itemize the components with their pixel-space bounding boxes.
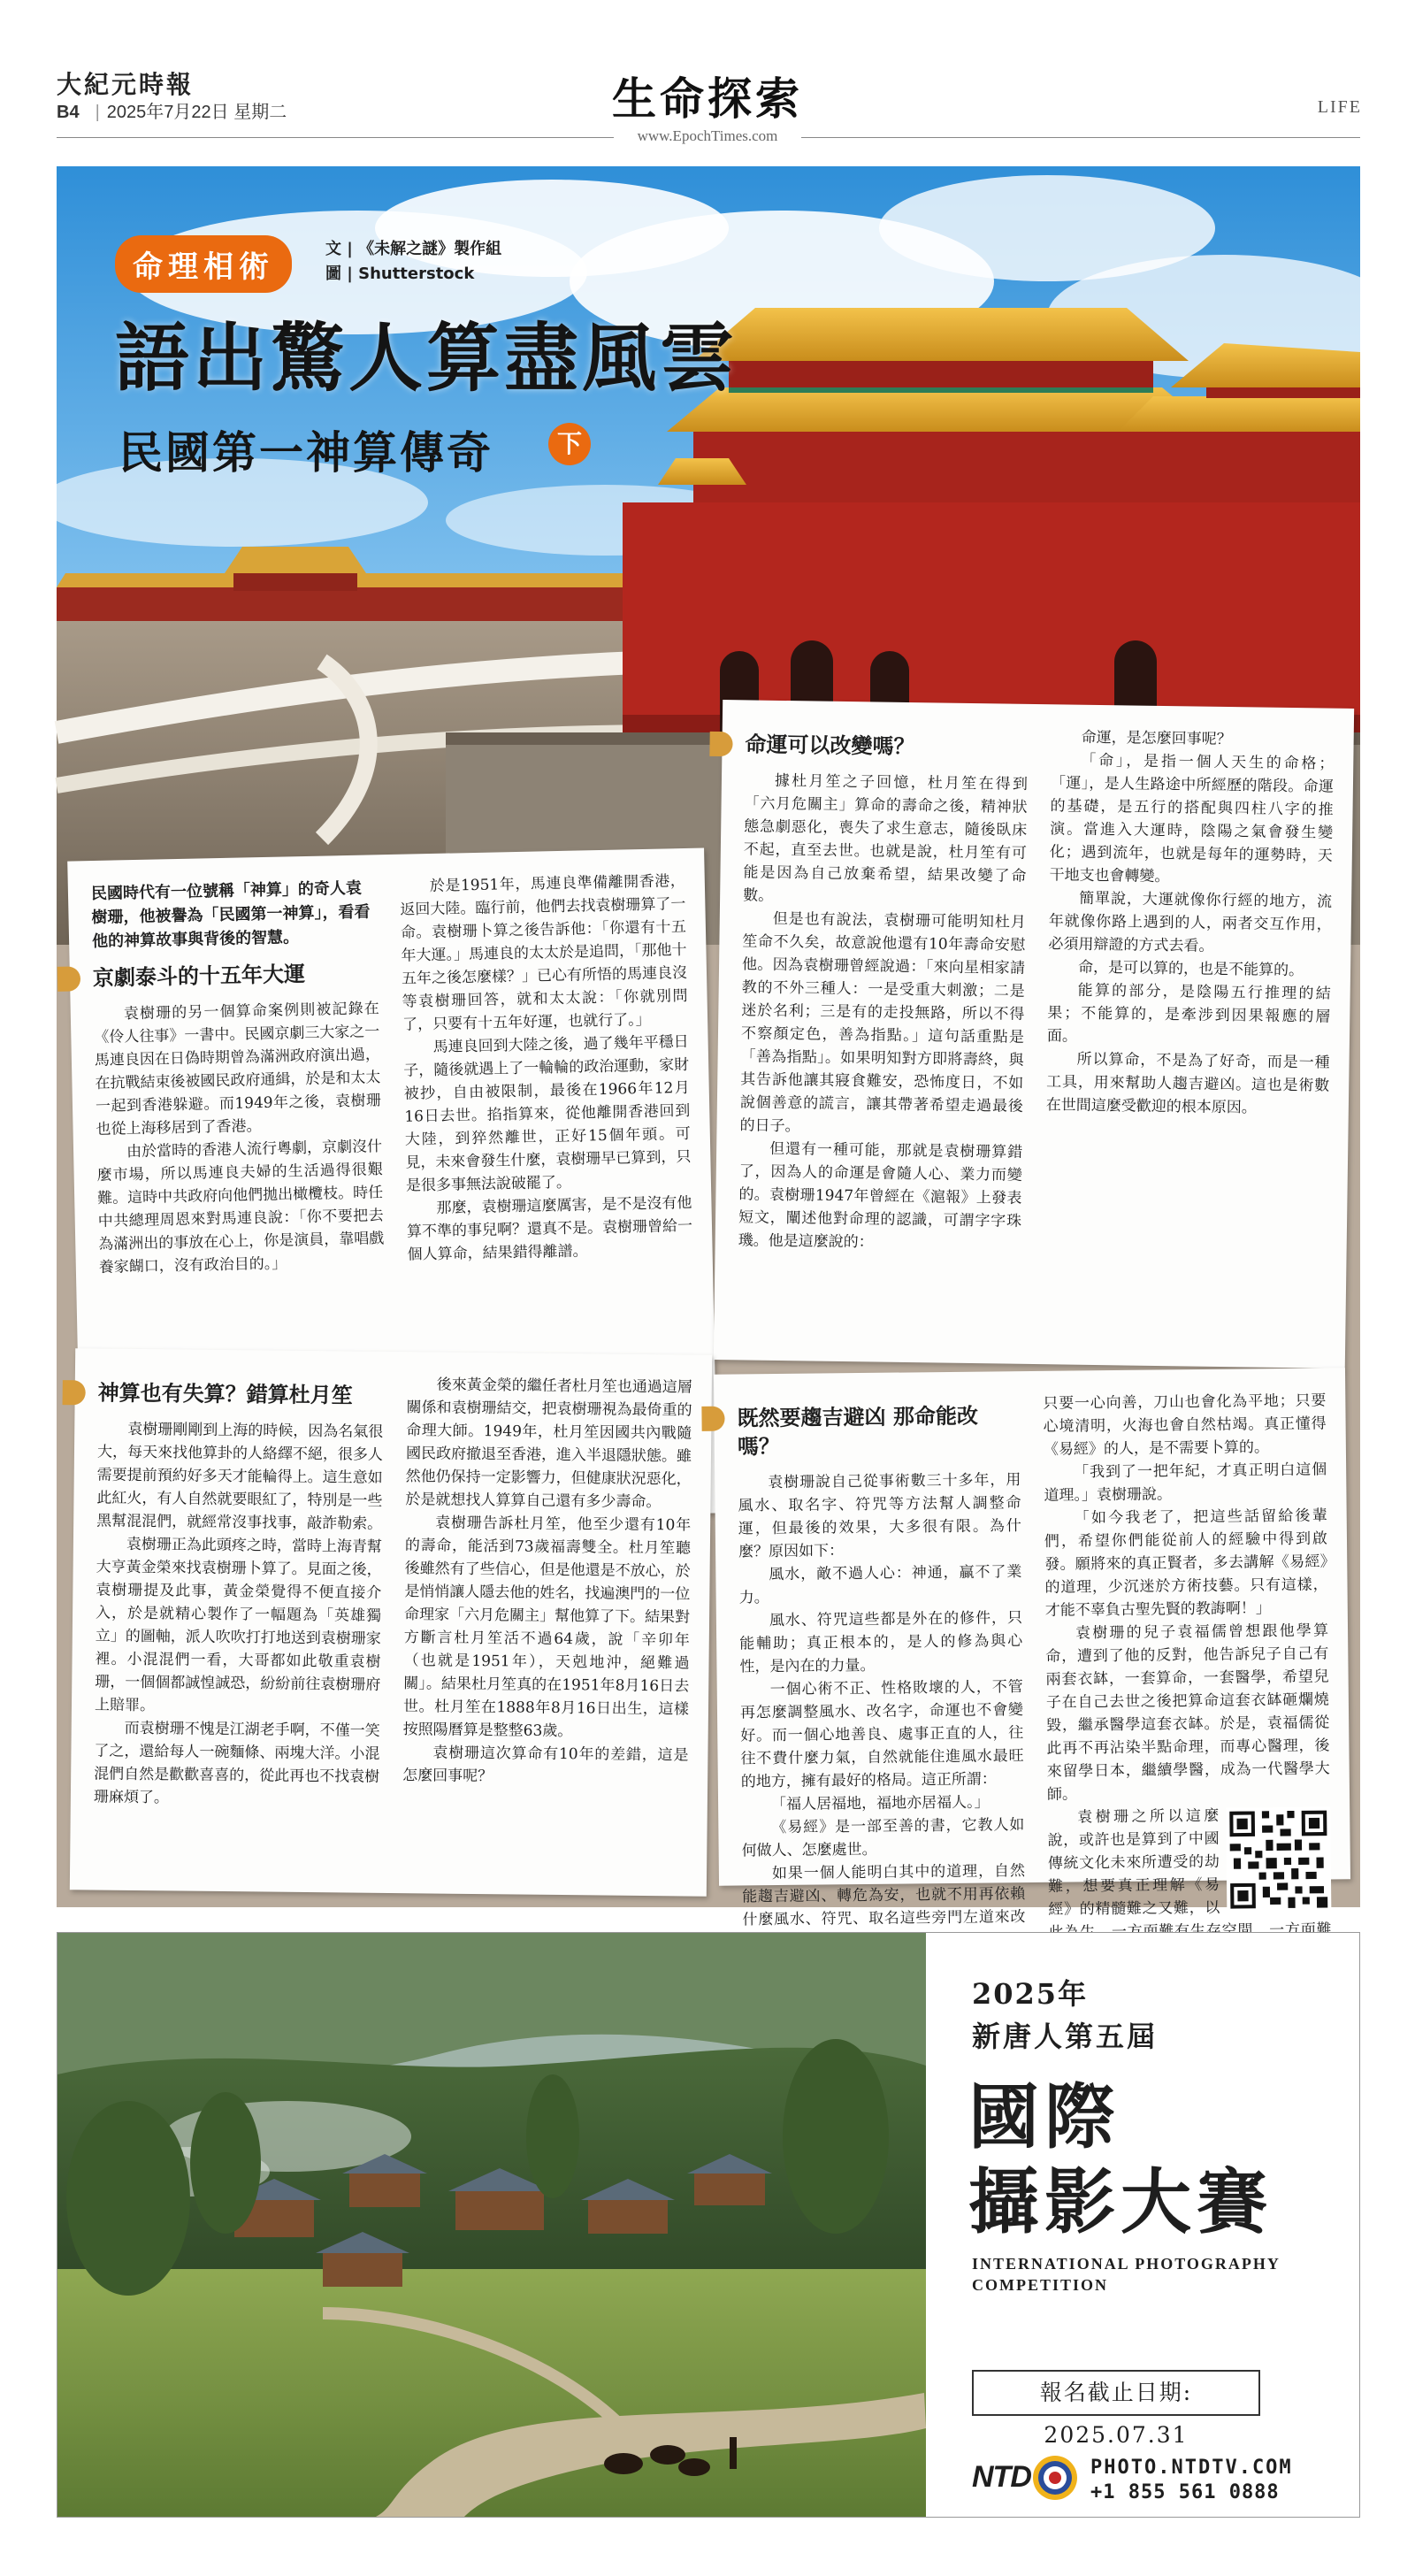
ad-subtitle: 新唐人第五屆 xyxy=(972,2020,1159,2053)
ad-title-en-line-2: COMPETITION xyxy=(972,2276,1109,2294)
author-credit: 文 | 《未解之謎》製作組 xyxy=(325,240,502,258)
paragraph: 袁樹珊告訴杜月笙，他至少還有10年的壽命，能活到73歲福壽雙全。杜月笙聽後雖然有了些信心，但是他還是不放心，於是悄悄讓人隱去他的姓名，找遍澳門的一位命理家「六月危關主」幫他算了下。結果對方斷言杜月笙活不過64歲，說「辛卯年（也就是1951年），天剋地沖，絕難過關」。結果杜月笙真的在1951年8月16日去世。杜月笙在1888年8月16日出生，這樣按照陽曆算是整整63歲。 xyxy=(402,1514,692,1741)
paragraph: 只要一心向善，刀山也會化為平地；只要心境清明，火海也會自然枯竭。真正懂得《易經》的人，是不需要卜算的。 xyxy=(1043,1392,1327,1459)
paragraph: 由於當時的香港人流行粵劇，京劇沒什麼市場，所以馬連良夫婦的生活過得很艱難。這時中共政府向他們拋出橄欖枝。時任中共總理周恩來對馬連良說：「你不要把去為滿洲出的事放在心上，你是演員，靠唱戲養家餬口，沒有政治目的。」 xyxy=(96,1138,385,1276)
paragraph: 袁樹珊正為此頭疼之時，當時上海青幫大亨黃金榮來找袁樹珊卜算了。見面之後，袁樹珊提及此事，黃金榮覺得不便直接介入，於是就精心製作了一幅題為「英雄獨立」的圖軸，派人吹吹打打地送到袁樹珊家裡。小混混們一看，大哥都如此敬重袁樹珊，一個個都誠惶誠恐，紛紛前往袁樹珊府上賠罪。 xyxy=(94,1535,382,1715)
paragraph: 命，是可以算的，也是不能算的。 xyxy=(1077,958,1304,980)
paragraph: 風水，敵不過人心：神通，贏不了業力。 xyxy=(738,1563,1022,1607)
panel-section-3 xyxy=(70,1348,712,1897)
paragraph: 袁樹珊的兒子袁福儒曾想跟他學算命，遭到了他的反對，他告訴兒子自己有兩套衣缽，一套算命，一套醫學，希望兒子在自己去世之後把算命這套衣缽砸爛燒毀，繼承醫學這套衣缽。於是，袁福儒從此再不再沾染半點命理，而專心醫理，後來留學日本，繼續學醫，成為一代醫學大師。 xyxy=(1045,1622,1330,1804)
ad-phone[interactable]: +1 855 561 0888 xyxy=(1090,2481,1280,2503)
paragraph: 袁樹珊這次算命有10年的差錯，這是怎麼回事呢？ xyxy=(402,1744,689,1786)
photo-contest-ad[interactable] xyxy=(57,1932,1360,2518)
paragraph: 一個心術不正、性格敗壞的人，不管再怎麼調整風水、改名字，命運也不會變好。而一個心地善良、處事正直的人，往往不費什麼力氣，自然就能住進風水最旺的地方，擁有最好的格局。這正所謂： xyxy=(739,1678,1024,1791)
section-4-heading: 既然要趨吉避凶 那命能改嗎？ xyxy=(737,1401,1021,1460)
paragraph: 馬連良回到大陸之後，過了幾年平穩日子，隨後就遇上了一輪輪的政治運動，家財被抄，自由被限制，最後在1966年12月16日去世。掐指算來，從他離開香港回到大陸，到猝然離世，正好15個年頭。可見，未來會發生什麼，袁樹珊早已算到，只是很多事無法說破罷了。 xyxy=(403,1032,692,1195)
section-en: LIFE xyxy=(1317,97,1362,117)
paragraph: 所以算命，不是為了好奇，而是一種工具，用來幫助人趨吉避凶。這也是術數在世間這麼受歡迎的根本原因。 xyxy=(1045,1050,1330,1117)
paragraph: 袁樹珊說自己從事術數三十多年，用風水、取名字、符咒等方法幫人調整命運，但最後的效果，大多很有限。為什麼？原因如下： xyxy=(738,1471,1021,1561)
credits xyxy=(325,237,501,287)
image-credit: 圖 | Shutterstock xyxy=(325,264,475,283)
paragraph: 但還有一種可能，那就是袁樹珊算錯了，因為人的命運是會隨人心、業力而變的。袁樹珊1947年曾經在《滬報》上發表短文，闡述他對命理的認識，可謂字字珠璣。他是這麼說的： xyxy=(738,1139,1023,1252)
paragraph: 「福人居福地，福地亦居福人。」 xyxy=(770,1793,990,1814)
article-subtitle: 民國第一神算傳奇 xyxy=(119,427,493,479)
ad-year: 2025年 xyxy=(972,1977,1089,2011)
paragraph: 風水、符咒這些都是外在的修件，只能輔助；真正根本的，是人的修為與心性，是內在的力量。 xyxy=(739,1609,1023,1676)
page-meta: B4 | 2025年7月22日 星期二 xyxy=(57,103,287,122)
qr-code-icon[interactable] xyxy=(1226,1806,1331,1912)
ad-deadline-box: 報名截止日期: 2025.07.31 xyxy=(972,2370,1260,2416)
header-rule-right xyxy=(801,137,1360,138)
paragraph: 能算的部分，是陰陽五行推理的結果；不能算的，是牽涉到因果報應的層面。 xyxy=(1046,981,1331,1046)
ntd-brand: NTD xyxy=(972,2460,1031,2494)
ad-title-line-1: 國際 xyxy=(968,2075,1121,2158)
paragraph: 於是1951年，馬連良準備離開香港，返回大陸。臨行前，他們去找袁樹珊算了一命。袁樹珊卜算之後告訴他：「你還有十五年大運。」馬連良的太太於是追問，「那他十五年之後怎麼樣？」已心有所悟的馬連良沒等袁樹珊回答，就和太太說：「你就別問了，只要有十五年好運，也就行了。」 xyxy=(400,871,688,1034)
paragraph: 據杜月笙之子回憶，杜月笙在得到「六月危關主」算命的壽命之後，精神狀態急劇惡化，喪失了求生意志，隨後臥床不起，直至去世。也就是說，杜月笙有可能是因為自己放棄希望，結果改變了命數。 xyxy=(743,771,1029,905)
section-2-heading: 命運可以改變嗎？ xyxy=(745,730,1028,762)
section-title: 生命探索 xyxy=(612,73,803,125)
part-badge: 下 xyxy=(548,423,591,465)
paragraph: 簡單說，大運就像你行經的地方，流年就像你路上遇到的人，兩者交互作用，必須用辯證的方式去看。 xyxy=(1048,889,1333,955)
page-number: B4 xyxy=(57,103,80,122)
paragraph: 袁樹珊剛剛到上海的時候，因為名氣很大，每天來找他算卦的人絡繹不絕，很多人需要提前預約好多天才能輪得上。這生意如此紅火，有人自然就要眼紅了，特別是一些黑幫混混們，就經常沒事找事，敲詐勒索。 xyxy=(96,1420,384,1533)
paragraph: 那麼，袁樹珊這麼厲害，是不是沒有他算不準的事兒啊？還真不是。袁樹珊曾給一個人算命，結果錯得離譜。 xyxy=(406,1193,693,1264)
ad-url[interactable]: PHOTO.NTDTV.COM xyxy=(1090,2457,1293,2479)
paragraph: 但是也有說法，袁樹珊可能明知杜月笙命不久矣，故意說他還有10年壽命安慰他。因為袁樹珊曾經說過：「來向星相家請教的不外三種人：一是受重大刺激；二是迷於名利；三是有的走投無路，所以不得不察顏定色，善為指點。」這句話重點是「善為指點」。如果明知對方即將壽終，與其告訴他讓其寢食難安，恐怖度日，不如說個善意的謊言，讓其帶著希望走過最後的日子。 xyxy=(739,909,1026,1136)
paragraph: 袁樹珊之所以這麼說，或許也是算到了中國傳統文化未來所遭受的劫難，想要真正理解《易經》的精髓難之又難，以此為生，一方面難有生存空間，一方面難免淪為江湖術士吧。◇ xyxy=(1047,1806,1220,1919)
header-rule-left xyxy=(57,137,614,138)
issue-date: 2025年7月22日 星期二 xyxy=(106,103,287,122)
ad-title-en-line-1: INTERNATIONAL PHOTOGRAPHY xyxy=(972,2255,1281,2273)
article-lede: 民國時代有一位號稱「神算」的奇人袁樹珊，他被譽為「民國第一神算」，看看他的神算故事與背後的智慧。 xyxy=(90,878,371,952)
article-title: 語出驚人算盡風雲 xyxy=(115,315,738,402)
paragraph: 「我到了一把年紀，才真正明白這個道理。」袁樹珊說。 xyxy=(1044,1460,1327,1505)
paragraph: 後來黃金榮的繼任者杜月笙也通過這層關係和袁樹珊結交，把袁樹珊視為最倚重的命理大師。1949年，杜月笙因國共內戰隨國民政府撤退至香港，進入半退隱狀態。雖然他仍保持一定影響力，但健康狀況惡化，於是就想找人算算自己還有多少壽命。 xyxy=(405,1376,692,1512)
section-1-heading: 京劇泰斗的十五年大運 xyxy=(93,958,379,993)
paragraph: 《易經》是一部至善的書，它教人如何做人、怎麼處世。 xyxy=(741,1816,1025,1860)
category-badge: 命理相術 xyxy=(115,235,292,293)
paragraph: 「如今我老了，把這些話留給後輩們，希望你們能從前人的經驗中得到啟發。願將來的真正賢者，多去講解《易經》的道理，少沉迷於方術技藝。只有這樣，才能不辜負古聖先賢的教誨啊！」 xyxy=(1044,1506,1328,1620)
village-landscape-photo xyxy=(57,1933,926,2517)
ntd-logo-icon xyxy=(1032,2455,1078,2501)
masthead-logo: 大紀元時報 xyxy=(57,70,195,99)
paragraph: 而袁樹珊不愧是江湖老手啊，不僅一笑了之，還給每人一碗麵條、兩塊大洋。小混混們自然是歡歡喜喜的，從此再也不找袁樹珊麻煩了。 xyxy=(93,1719,380,1807)
paragraph: 如果一個人能明白其中的道理，自然能趨吉避凶、轉危為安，也就不用再依賴什麼風水、符咒、取名這些旁門左道來改命修運了。 xyxy=(742,1862,1026,1929)
ad-title-line-2: 攝影大賽 xyxy=(968,2160,1273,2243)
paragraph: 命運，是怎麼回事呢？ xyxy=(1081,728,1232,749)
paragraph: 「命」，是指一個人天生的命格；「運」，是人生路途中所經歷的階段。命運的基礎，是五行的搭配與四柱八字的推演。當進入大運時，陰陽之氣會發生變化；遇到流年，也就是每年的運勢時，天干地支也會轉變。 xyxy=(1049,751,1335,886)
panel-section-4 xyxy=(714,1368,1350,1929)
article-frame xyxy=(57,166,1360,1929)
section-3-heading: 神算也有失算？錯算杜月笙 xyxy=(98,1379,384,1410)
panel-section-2 xyxy=(714,700,1354,1368)
site-url[interactable]: www.EpochTimes.com xyxy=(637,127,778,144)
paragraph: 袁樹珊的另一個算命案例則被記錄在《伶人往事》一書中。民國京劇三大家之一馬連良因在日偽時期曾為滿洲政府演出過，在抗戰結束後被國民政府通緝，於是和太太一起到香港躲避。而1949年之後，袁樹珊也從上海移居到了香港。 xyxy=(94,1000,382,1139)
